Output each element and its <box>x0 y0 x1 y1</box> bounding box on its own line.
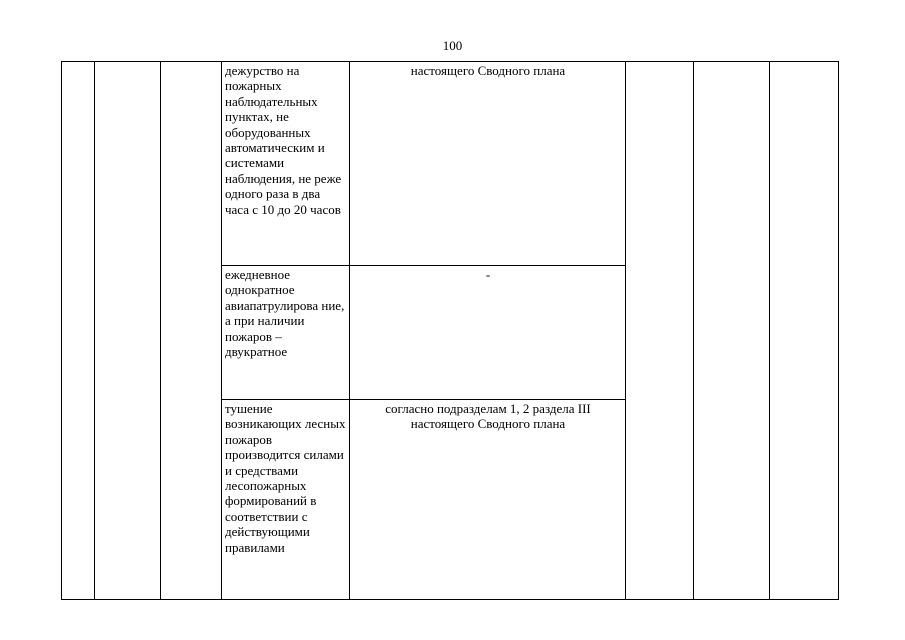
cell-col-1 <box>62 62 95 600</box>
measure-cell: ежедневное однократное авиапатрулирова ние, а при наличии пожаров – двукратное <box>222 266 350 400</box>
table-row <box>62 62 839 266</box>
cell-col-6 <box>626 62 694 600</box>
cell-col-2 <box>95 62 161 600</box>
cell-col-8 <box>770 62 839 600</box>
reference-cell: - <box>350 266 626 400</box>
reference-cell: настоящего Сводного плана <box>350 62 626 266</box>
cell-col-3 <box>161 62 222 600</box>
measure-cell: тушение возникающих лесных пожаров производится силами и средствами лесопожарных формирований в соответствии с действующими правилами <box>222 400 350 600</box>
reference-cell: согласно подразделам 1, 2 раздела III настоящего Сводного плана <box>350 400 626 600</box>
page-number: 100 <box>442 38 463 53</box>
cell-col-7 <box>694 62 770 600</box>
measure-cell: дежурство на пожарных наблюдательных пунктах, не оборудованных автоматическим и системами наблюдения, не реже одного раза в два часа с 10 до 20 часов <box>222 62 350 266</box>
plan-table <box>61 61 839 600</box>
